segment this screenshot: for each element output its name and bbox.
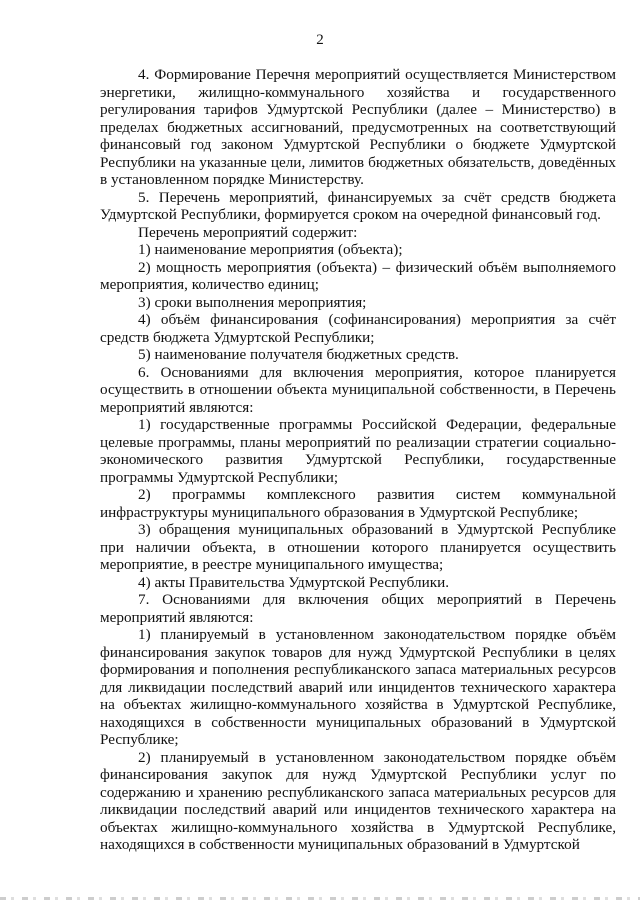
paragraph-item-5: 5. Перечень мероприятий, финансируемых за счёт средств бюджета Удмуртской Республики, формируется сроком на очередной финансовый год. (100, 188, 616, 223)
list-item: 3) сроки выполнения мероприятия; (138, 293, 367, 311)
list-item: 4) акты Правительства Удмуртской Республики. (138, 573, 449, 591)
page-number: 2 (316, 32, 324, 48)
document-body (100, 66, 616, 854)
list-item: 5) наименование получателя бюджетных средств. (138, 346, 459, 363)
list-item: 2) программы комплексного развития систем коммунальной инфраструктуры муниципального образования в Удмуртской Республике; (100, 486, 616, 521)
list-intro: Перечень мероприятий содержит: (138, 223, 358, 241)
list-item: 1) планируемый в установленном законодательством порядке объём финансирования закупок товаров для нужд Удмуртской Республики в целях формирования и пополнения республиканского запаса материальных ресурсов для ликвидации последствий аварий или инцидентов технического характера на объектах жилищно-коммунального хозяйства в Удмуртской Республике, находящихся в собственности муниципальных образований в Удмуртской Республике; (100, 626, 616, 748)
paragraph-item-7: 7. Основаниями для включения общих мероприятий в Перечень мероприятий являются: (100, 591, 616, 626)
list-item: 2) планируемый в установленном законодательством порядке объём финансирования закупок для нужд Удмуртской Республики услуг по содержанию и хранению республиканского запаса материальных ресурсов для ликвидации последствий аварий или инцидентов технического характера на объектах жилищно-коммунального хозяйства в Удмуртской Республике, находящихся в собственности муниципальных образований в Удмуртской (100, 748, 616, 853)
list-item: 1) государственные программы Российской Федерации, федеральные целевые программы, планы мероприятий по реализации стратегии социально-экономического развития Удмуртской Республики, государственные программы Удмуртской Республики; (100, 416, 616, 486)
list-item: 3) обращения муниципальных образований в Удмуртской Республике при наличии объекта, в отношении которого планируется осуществить мероприятие, в реестре муниципального имущества; (100, 521, 616, 573)
list-item: 2) мощность мероприятия (объекта) – физический объём выполняемого мероприятия, количество единиц; (100, 258, 616, 293)
scan-edge-artifact (0, 897, 640, 900)
paragraph-item-4: 4. Формирование Перечня мероприятий осуществляется Министерством энергетики, жилищно-коммунального хозяйства и государственного регулирования тарифов Удмуртской Республики (далее – Министерство) в пределах бюджетных ассигнований, предусмотренных на соответствующий финансовый год законом Удмуртской Республики о бюджете Удмуртской Республики на указанные цели, лимитов бюджетных обязательств, доведённых в установленном порядке Министерству. (100, 66, 616, 188)
paragraph-item-6: 6. Основаниями для включения мероприятия, которое планируется осуществить в отношении объекта муниципальной собственности, в Перечень мероприятий являются: (100, 363, 616, 416)
list-item: 4) объём финансирования (софинансирования) мероприятия за счёт средств бюджета Удмуртской Республики; (100, 311, 616, 346)
list-item: 1) наименование мероприятия (объекта); (138, 241, 403, 258)
